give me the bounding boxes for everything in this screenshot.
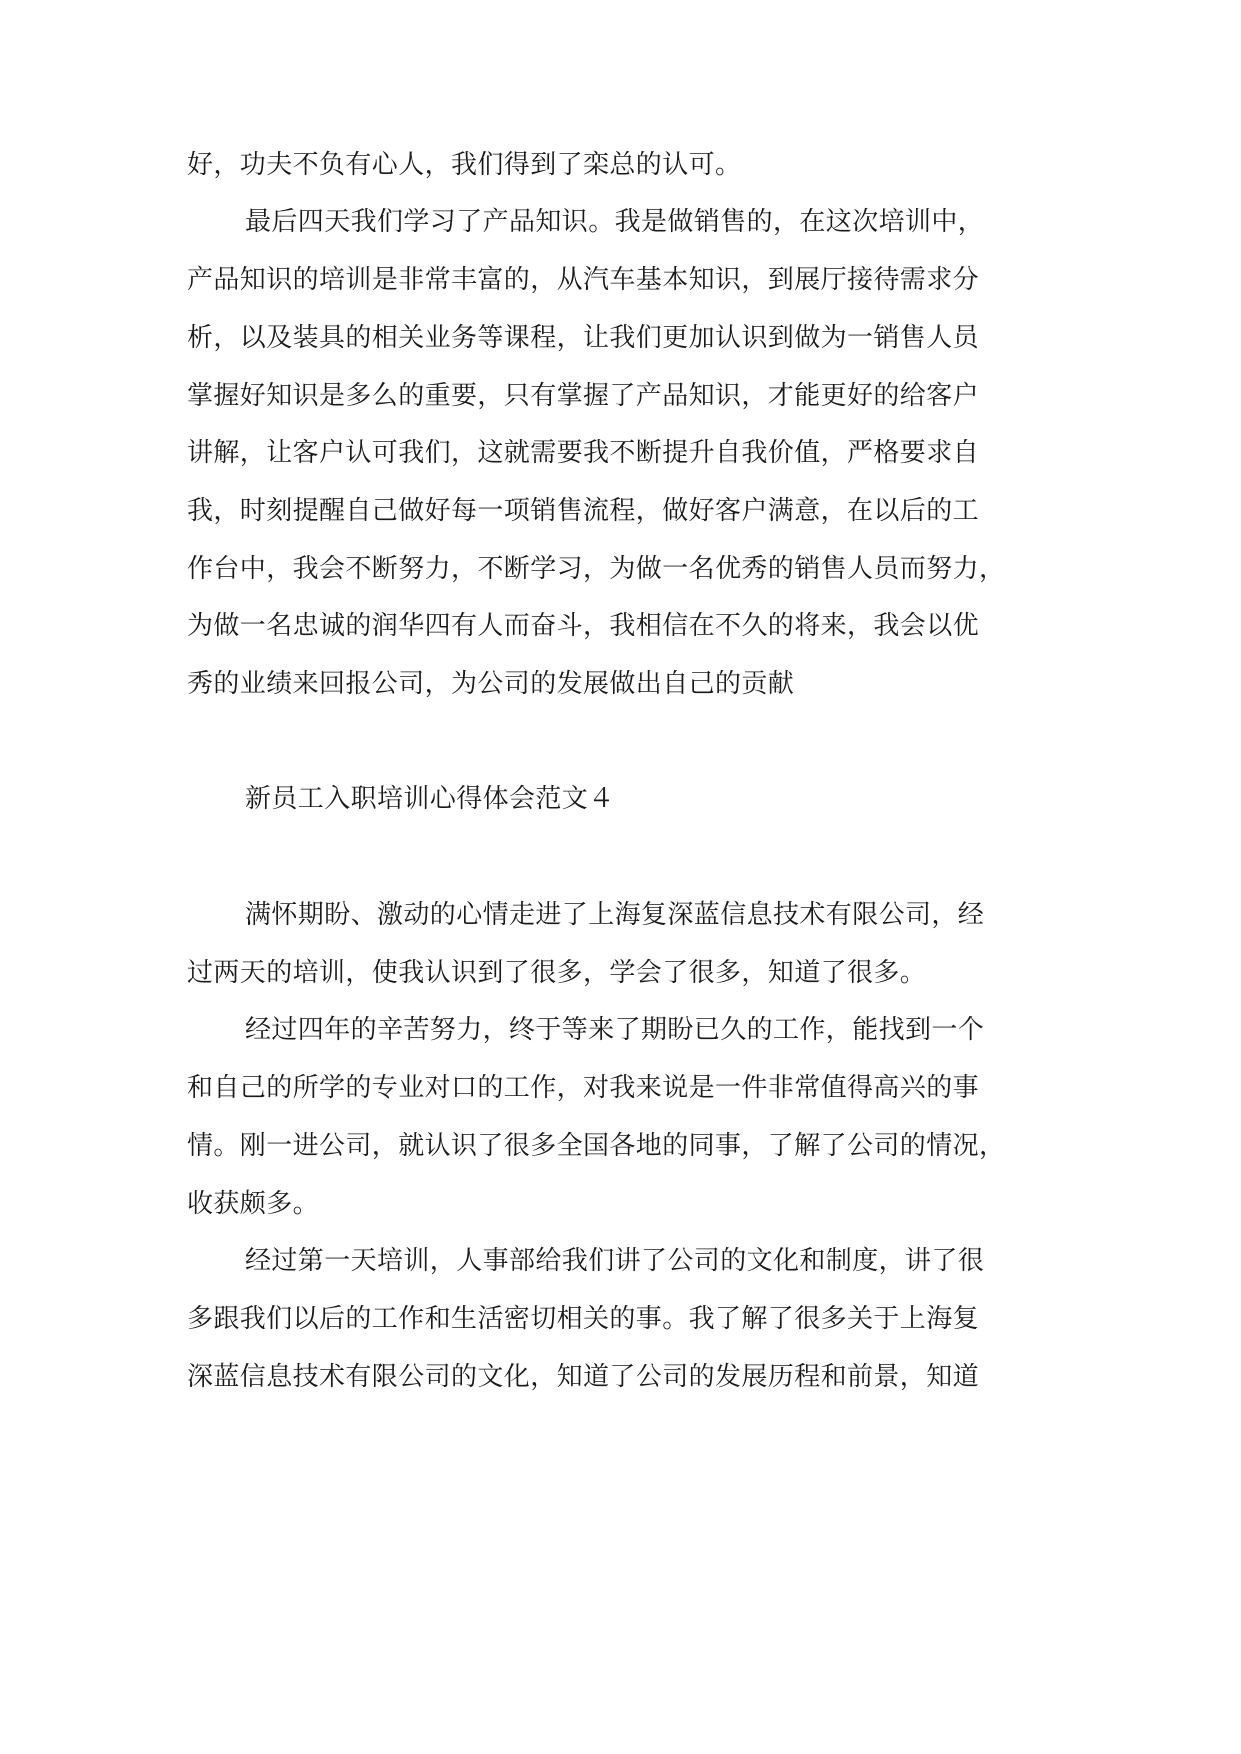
- paragraph-line: 为做一名忠诚的润华四有人而奋斗，我相信在不久的将来，我会以优: [187, 611, 980, 641]
- paragraph-line: 经过第一天培训，人事部给我们讲了公司的文化和制度，讲了很: [245, 1246, 985, 1276]
- paragraph-line: 多跟我们以后的工作和生活密切相关的事。我了解了很多关于上海复: [187, 1304, 980, 1334]
- paragraph-line: 情。刚一进公司，就认识了很多全国各地的同事，了解了公司的情况，: [187, 1131, 1006, 1161]
- paragraph-line: 和自己的所学的专业对口的工作，对我来说是一件非常值得高兴的事: [187, 1073, 980, 1103]
- paragraph-line: 析，以及装具的相关业务等课程，让我们更加认识到做为一销售人员: [187, 323, 980, 353]
- paragraph-line: 掌握好知识是多么的重要，只有掌握了产品知识，才能更好的给客户: [187, 381, 980, 411]
- paragraph-line: 秀的业绩来回报公司，为公司的发展做出自己的贡献: [187, 669, 795, 699]
- paragraph-line: 满怀期盼、激动的心情走进了上海复深蓝信息技术有限公司，经: [245, 900, 985, 930]
- paragraph-line: 我，时刻提醒自己做好每一项销售流程，做好客户满意，在以后的工: [187, 496, 980, 526]
- paragraph-line: 经过四年的辛苦努力，终于等来了期盼已久的工作，能找到一个: [245, 1015, 985, 1045]
- section-heading: 新员工入职培训心得体会范文４: [245, 784, 615, 814]
- paragraph-line: 产品知识的培训是非常丰富的，从汽车基本知识，到展厅接待需求分: [187, 265, 980, 295]
- paragraph-line: 过两天的培训，使我认识到了很多，学会了很多，知道了很多。: [187, 958, 927, 988]
- paragraph-line: 作台中，我会不断努力，不断学习，为做一名优秀的销售人员而努力，: [187, 554, 1006, 584]
- paragraph-line: 好，功夫不负有心人，我们得到了栾总的认可。: [187, 150, 742, 180]
- paragraph-line: 收获颇多。: [187, 1189, 320, 1219]
- paragraph-line: 最后四天我们学习了产品知识。我是做销售的，在这次培训中，: [245, 207, 985, 237]
- paragraph-line: 深蓝信息技术有限公司的文化，知道了公司的发展历程和前景，知道: [187, 1362, 980, 1392]
- paragraph-line: 讲解，让客户认可我们，这就需要我不断提升自我价值，严格要求自: [187, 438, 980, 468]
